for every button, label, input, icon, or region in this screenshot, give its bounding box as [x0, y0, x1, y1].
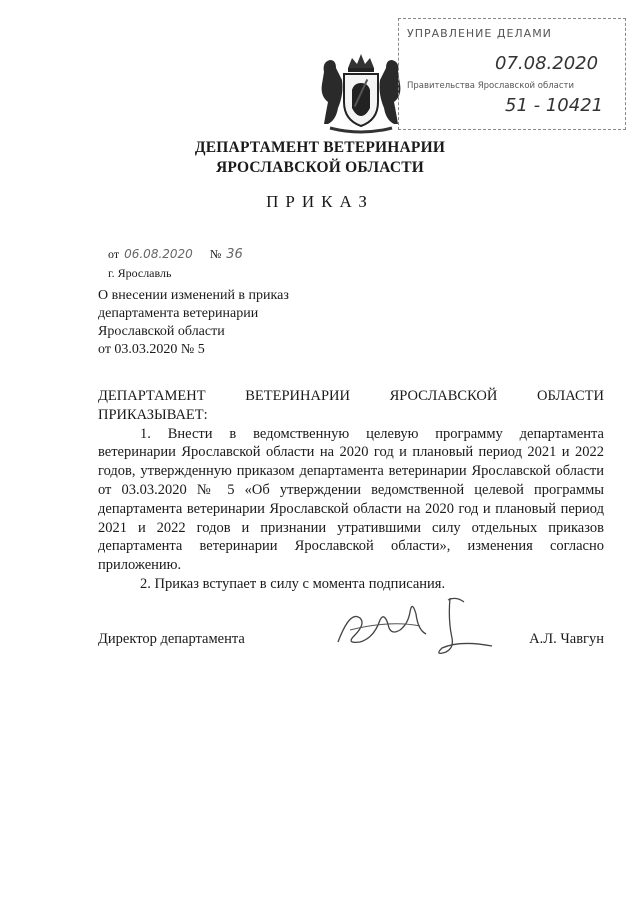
document-type-title: ПРИКАЗ: [266, 192, 374, 211]
date-prefix: от: [108, 247, 120, 261]
document-number: 36: [226, 247, 243, 262]
order-item-1: 1. Внести в ведомственную целевую программу департамента ветеринарии Ярославской области на 2020 год и плановый период 2021 и 2022 годов, утвержденную приказом департамента ветеринарии Ярославской области от 03.03.2020 № 5 «Об утверждении ведомственной целевой программы департамента ветеринарии Ярославской области на 2020 год и плановый период 2021 и 2022 годов и признании утратившими силу отдельных приказов департамента ветеринарии Ярославской области», изменения согласно приложению.: [98, 425, 604, 574]
preamble-word: ВЕТЕРИНАРИИ: [245, 388, 350, 404]
coat-of-arms-emblem: [316, 50, 406, 136]
signer-position: Директор департамента: [98, 631, 245, 647]
preamble-row: [98, 387, 604, 406]
handwritten-signature: [330, 590, 510, 660]
preamble-word: ОБЛАСТИ: [536, 388, 604, 404]
subject-line: О внесении изменений в приказ: [98, 288, 289, 303]
document-body: [98, 387, 604, 594]
stamp-title: УПРАВЛЕНИЕ ДЕЛАМИ: [407, 27, 552, 40]
subject-line: от 03.03.2020 № 5: [98, 342, 205, 357]
department-name-line1: ДЕПАРТАМЕНТ ВЕТЕРИНАРИИ: [194, 139, 446, 156]
document-date: 06.08.2020: [124, 247, 193, 261]
department-name-line2: ЯРОСЛАВСКОЙ ОБЛАСТИ: [215, 159, 425, 176]
preamble-word: ЯРОСЛАВСКОЙ: [389, 388, 498, 404]
stamp-subtitle: Правительства Ярославской области: [407, 81, 574, 91]
department-header: [0, 138, 640, 178]
stamp-number: 51 - 10421: [505, 95, 604, 116]
document-meta: [108, 246, 243, 281]
preamble-word: ДЕПАРТАМЕНТ: [98, 388, 206, 404]
registration-stamp: [398, 18, 626, 130]
subject-line: Ярославской области: [98, 324, 225, 339]
document-city: г. Ярославль: [108, 266, 172, 280]
order-item-2: 2. Приказ вступает в силу с момента подписания.: [140, 575, 446, 592]
stamp-date: 07.08.2020: [495, 53, 599, 74]
document-subject: [98, 287, 289, 359]
number-prefix: №: [209, 247, 222, 261]
signer-name: А.Л. Чавгун: [529, 631, 604, 647]
preamble-orders: ПРИКАЗЫВАЕТ:: [98, 406, 208, 423]
subject-line: департамента ветеринарии: [98, 306, 259, 321]
